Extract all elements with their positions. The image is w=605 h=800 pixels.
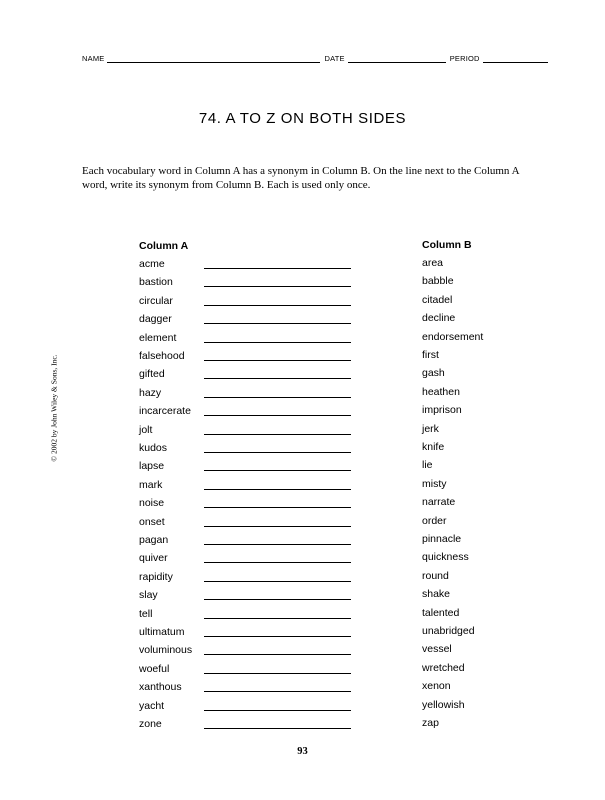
- page-number: 93: [297, 746, 308, 757]
- column-b-heading: Column B: [422, 239, 472, 251]
- column-a-word: voluminous: [139, 644, 193, 657]
- column-a-word: kudos: [139, 442, 168, 454]
- answer-line[interactable]: [204, 342, 351, 343]
- column-a-word: yacht: [139, 699, 165, 712]
- column-a-word: falsehood: [139, 350, 185, 362]
- column-b-word: vessel: [422, 643, 452, 656]
- answer-line[interactable]: [204, 728, 351, 729]
- answer-line[interactable]: [204, 452, 351, 453]
- column-a-word: acme: [139, 258, 165, 270]
- page-title: 74. A TO Z ON BOTH SIDES: [198, 110, 407, 127]
- answer-line[interactable]: [204, 268, 351, 269]
- column-b-word: decline: [422, 312, 456, 325]
- name-label: NAME: [82, 54, 105, 63]
- column-b-word: quickness: [422, 551, 469, 564]
- column-b-word: citadel: [422, 293, 453, 306]
- answer-line[interactable]: [204, 654, 351, 655]
- answer-line[interactable]: [204, 562, 351, 563]
- column-a-word: element: [139, 331, 177, 344]
- copyright-notice: © 2002 by John Wiley & Sons, Inc.: [49, 354, 59, 462]
- column-b-word: lie: [422, 459, 433, 472]
- answer-line[interactable]: [204, 470, 351, 471]
- column-b-word: area: [422, 257, 444, 269]
- answer-line[interactable]: [204, 415, 351, 416]
- column-a-word: gifted: [139, 368, 165, 381]
- column-a-word: quiver: [139, 552, 168, 565]
- column-b-word: yellowish: [422, 698, 465, 711]
- column-b-word: narrate: [422, 496, 456, 509]
- column-b-word: zap: [422, 717, 439, 729]
- column-a-word: onset: [139, 515, 165, 528]
- answer-line[interactable]: [204, 691, 351, 692]
- column-a-word: mark: [139, 478, 163, 491]
- column-b-word: heathen: [422, 385, 460, 398]
- column-b-word: wretched: [422, 661, 465, 674]
- answer-line[interactable]: [204, 378, 351, 379]
- instructions: Each vocabulary word in Column A has a synonym in Column B. On the line next to the Column A word, write its synonym from Column B. Each is used only once.: [82, 165, 519, 191]
- column-b-word: misty: [422, 477, 447, 490]
- student-info-header: [82, 54, 548, 63]
- answer-line[interactable]: [204, 286, 351, 287]
- column-b-word: shake: [422, 588, 451, 601]
- period-label: PERIOD: [449, 54, 480, 63]
- column-a-word: tell: [139, 607, 153, 620]
- column-a-heading: Column A: [139, 240, 189, 252]
- column-a-word: noise: [139, 497, 165, 510]
- answer-line[interactable]: [204, 323, 351, 324]
- column-a-word: xanthous: [139, 681, 182, 694]
- column-a-word: rapidity: [139, 570, 173, 583]
- answer-line[interactable]: [204, 360, 351, 361]
- column-a-word: hazy: [139, 386, 162, 399]
- period-field[interactable]: [483, 54, 548, 63]
- answer-line[interactable]: [204, 544, 351, 545]
- column-b-word: imprison: [422, 404, 462, 417]
- answer-line[interactable]: [204, 526, 351, 527]
- answer-line[interactable]: [204, 397, 351, 398]
- name-field[interactable]: [107, 54, 320, 63]
- column-a-word: circular: [139, 294, 173, 307]
- column-a-word: incarcerate: [139, 405, 191, 418]
- answer-line[interactable]: [204, 489, 351, 490]
- column-a-word: bastion: [139, 276, 173, 289]
- answer-line[interactable]: [204, 599, 351, 600]
- answer-line[interactable]: [204, 581, 351, 582]
- answer-line[interactable]: [204, 618, 351, 619]
- column-a-word: zone: [139, 718, 162, 730]
- answer-line[interactable]: [204, 710, 351, 711]
- column-b-word: knife: [422, 441, 445, 453]
- column-b-word: unabridged: [422, 625, 475, 637]
- column-b-word: order: [422, 514, 447, 527]
- date-field[interactable]: [348, 54, 446, 63]
- column-b-word: first: [422, 349, 439, 361]
- column-b-word: endorsement: [422, 330, 484, 343]
- column-b-word: xenon: [422, 680, 451, 693]
- column-a-word: lapse: [139, 460, 165, 473]
- column-a-word: pagan: [139, 534, 169, 546]
- column-b-word: pinnacle: [422, 533, 462, 545]
- date-label: DATE: [324, 54, 345, 63]
- column-b-word: gash: [422, 367, 445, 380]
- column-a-word: slay: [139, 589, 158, 602]
- answer-line[interactable]: [204, 434, 351, 435]
- column-a-word: dagger: [139, 313, 172, 326]
- column-a-word: woeful: [139, 662, 170, 675]
- answer-line[interactable]: [204, 673, 351, 674]
- column-b-word: jerk: [422, 422, 439, 435]
- column-b-word: babble: [422, 275, 454, 288]
- answer-line[interactable]: [204, 507, 351, 508]
- answer-line[interactable]: [204, 305, 351, 306]
- column-a-word: ultimatum: [139, 626, 185, 638]
- column-a-word: jolt: [139, 423, 153, 436]
- column-b-word: talented: [422, 606, 460, 619]
- column-b-word: round: [422, 569, 449, 582]
- answer-line[interactable]: [204, 636, 351, 637]
